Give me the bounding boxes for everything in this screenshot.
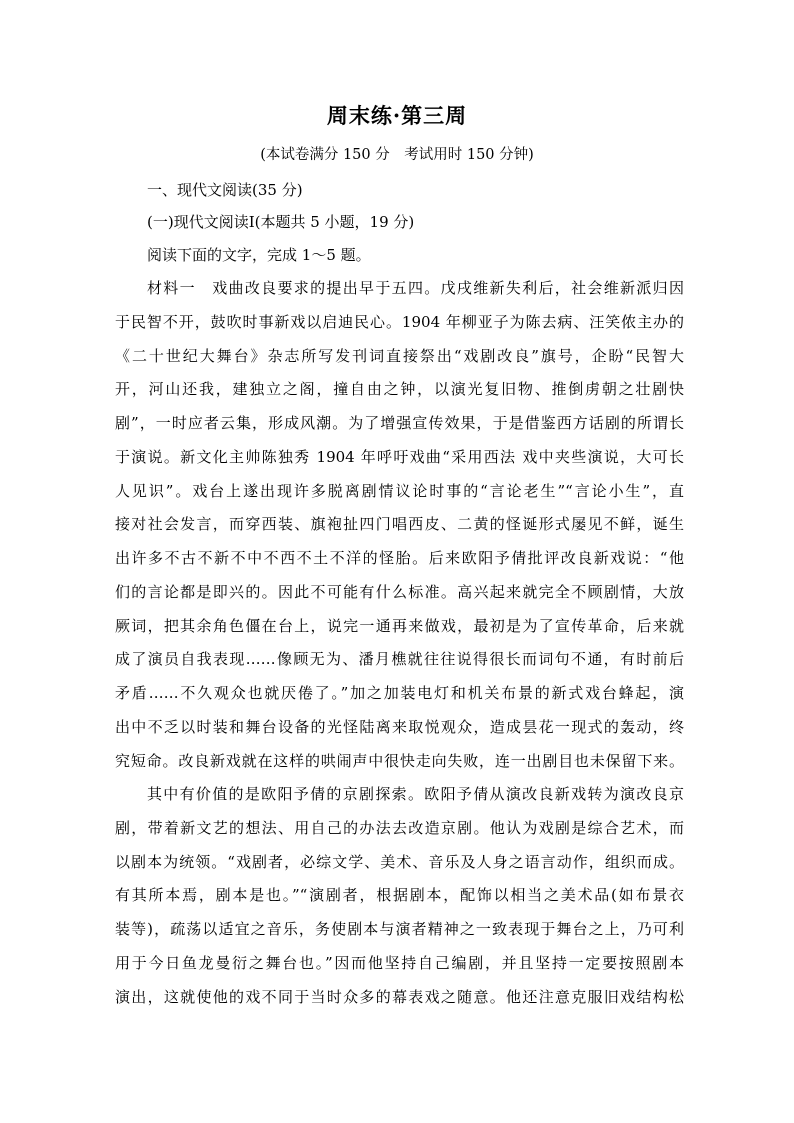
exam-info: (本试卷满分 150 分 考试用时 150 分钟) <box>260 147 534 163</box>
passage-line: 《二十世纪大舞台》杂志所写发刊词直接祭出“戏剧改良”旗号，企盼“民智大 <box>115 347 684 365</box>
passage-line: 们的言论都是即兴的。因此不可能有什么标准。高兴起来就完全不顾剧情，大放 <box>115 583 684 601</box>
passage-line: 于演说。新文化主帅陈独秀 1904 年呼吁戏曲“采用西法 戏中夹些演说，大可长 <box>115 448 684 466</box>
passage-line: 出中不乏以时装和舞台设备的光怪陆离来取悦观众，造成昙花一现式的轰动，终 <box>115 718 684 736</box>
section-heading: 一、现代文阅读(35 分) <box>147 181 303 199</box>
passage-line: 以剧本为统领。“戏剧者，必综文学、美术、音乐及人身之语言动作，组织而成。 <box>115 853 684 871</box>
passage-line: 剧”，一时应者云集，形成风潮。为了增强宣传效果，于是借鉴西方话剧的所谓长 <box>115 414 684 432</box>
passage-line: 接对社会发言，而穿西装、旗袍扯四门唱西皮、二黄的怪诞形式屡见不鲜，诞生 <box>115 515 684 533</box>
passage-line: 剧，带着新文艺的想法、用自己的办法去改造京剧。他认为戏剧是综合艺术，而 <box>115 819 684 837</box>
passage-line: 材料一 戏曲改良要求的提出早于五四。戊戌维新失利后，社会维新派归因 <box>147 279 684 297</box>
passage-line: 其中有价值的是欧阳予倩的京剧探索。欧阳予倩从演改良新戏转为演改良京 <box>147 785 684 803</box>
page-title: 周末练·第三周 <box>326 103 468 128</box>
subsection-heading: (一)现代文阅读Ⅰ(本题共 5 小题，19 分) <box>147 213 415 231</box>
passage-line: 用于今日鱼龙曼衍之舞台也。”因而他坚持自己编剧，并且坚持一定要按照剧本 <box>115 954 684 972</box>
passage-line: 究短命。改良新戏就在这样的哄闹声中很快走向失败，连一出剧目也未保留下来。 <box>115 752 684 770</box>
passage-line: 装等)，疏荡以适宜之音乐，务使剧本与演者精神之一致表现于舞台之上，乃可利 <box>115 920 684 938</box>
passage-line: 出许多不古不新不中不西不土不洋的怪胎。后来欧阳予倩批评改良新戏说：“他 <box>115 549 684 567</box>
passage-line: 演出，这就使他的戏不同于当时众多的幕表戏之随意。他还注意克服旧戏结构松 <box>115 988 684 1006</box>
passage-line: 开，河山还我，建独立之阁，撞自由之钟，以演光复旧物、推倒虏朝之壮剧快 <box>115 380 684 398</box>
passage-line: 于民智不开，鼓吹时事新戏以启迪民心。1904 年柳亚子为陈去病、汪笑侬主办的 <box>115 313 684 331</box>
passage-line: 人见识”。戏台上遂出现许多脱离剧情议论时事的“言论老生”“言论小生”，直 <box>115 482 684 500</box>
passage-line: 有其所本焉，剧本是也。”“演剧者，根据剧本，配饰以相当之美术品(如布景衣 <box>115 886 684 904</box>
passage-line: 成了演员自我表现……像顾无为、潘月樵就往往说得很长而词句不通，有时前后 <box>115 650 684 668</box>
passage-line: 厥词，把其余角色僵在台上，说完一通再来做戏，最初是为了宣传革命，后来就 <box>115 617 684 635</box>
reading-instruction: 阅读下面的文字，完成 1～5 题。 <box>147 246 371 264</box>
passage-line: 矛盾……不久观众也就厌倦了。”加之加装电灯和机关布景的新式戏台蜂起，演 <box>115 684 684 702</box>
